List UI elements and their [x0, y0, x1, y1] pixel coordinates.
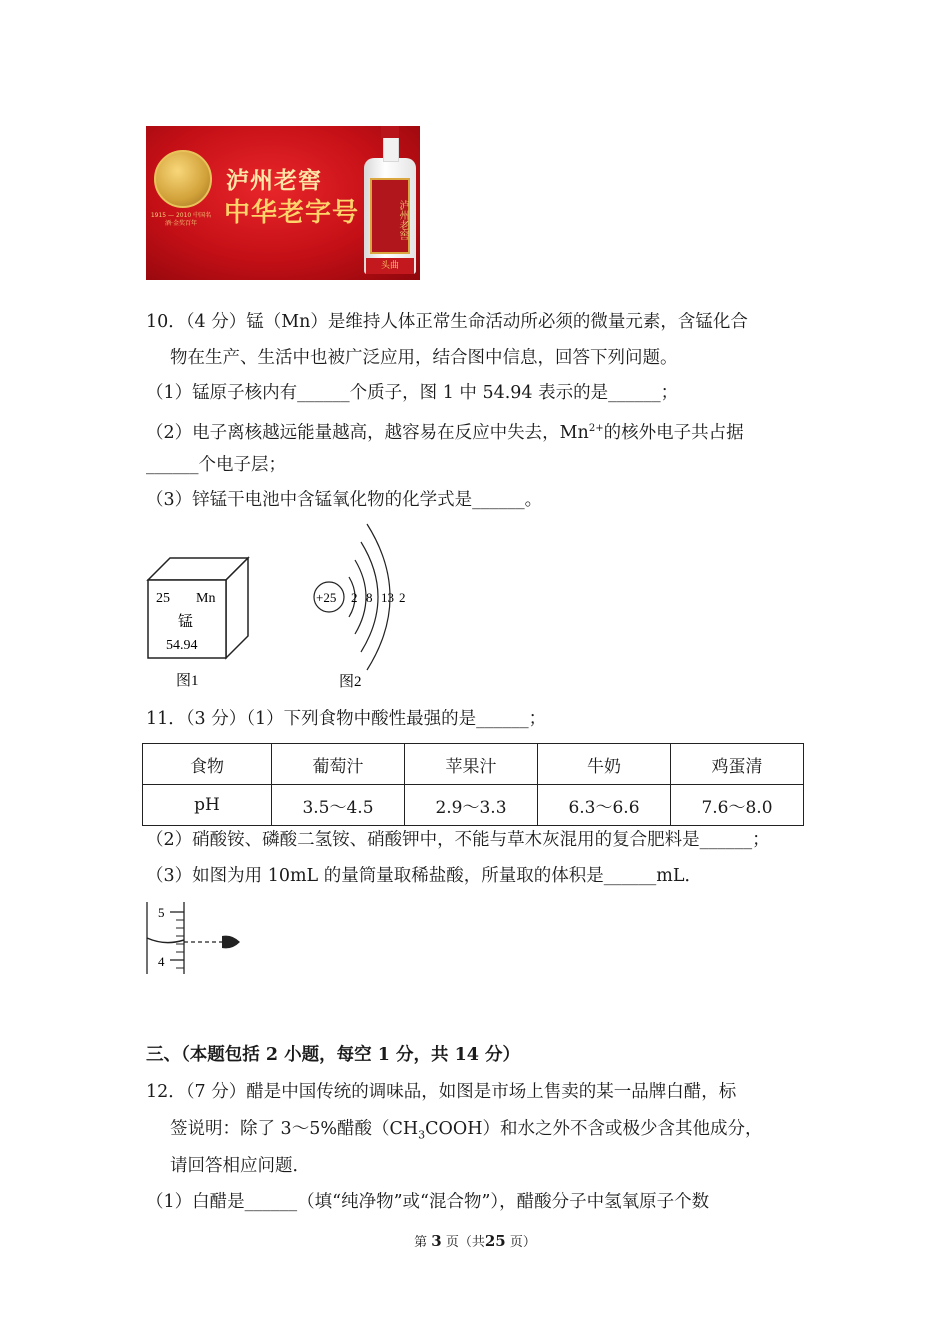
element-symbol: Mn [196, 591, 216, 606]
bottle-cap [381, 126, 399, 138]
footer-middle: 页（共 [445, 1235, 485, 1250]
medal-caption: 1915 — 2010 中国名酒·金奖百年 [150, 212, 212, 227]
q12-line2 [170, 1117, 762, 1148]
page-number: 3 [431, 1232, 442, 1250]
footer-prefix: 第 [414, 1235, 428, 1250]
luzhou-laojiao-ad-image [146, 126, 420, 280]
table-cell: pH [143, 785, 272, 826]
q11-line3: （3）如图为用 10mL 的量筒量取稀盐酸，所量取的体积是______mL． [146, 866, 702, 886]
figure1-caption: 图1 [176, 673, 199, 689]
q11-line1: 11．（3 分）（1）下列食物中酸性最强的是______； [146, 709, 547, 729]
page-footer [0, 1232, 950, 1252]
bottle-label: 泸州老窖 [370, 178, 410, 254]
ad-title-line2: 中华老字号 [224, 198, 360, 228]
ch3-subscript: 3 [418, 1128, 426, 1142]
gold-medal-emblem [154, 150, 212, 208]
bottle-base-label: 头曲 [366, 258, 414, 274]
table-header-cell: 鸡蛋清 [671, 744, 804, 785]
shell-electrons-1: 2 [351, 590, 358, 605]
q10-line6: （3）锌锰干电池中含锰氧化物的化学式是______。 [146, 490, 543, 510]
liquid-meniscus [147, 938, 184, 943]
q12-line3: 请回答相应问题． [170, 1156, 310, 1176]
scale-label-5: 5 [158, 905, 165, 920]
q10-line4 [146, 417, 744, 445]
q10-line2: 物在生产、生活中也被广泛应用，结合图中信息，回答下列问题。 [170, 348, 678, 368]
element-name: 锰 [178, 614, 194, 630]
mn-charge-superscript: 2+ [588, 423, 604, 434]
shell-electrons-2: 8 [366, 590, 373, 605]
atomic-number: 25 [156, 591, 170, 606]
q10-line4-post: 的核外电子共占据 [603, 422, 744, 443]
shell-electrons-3: 13 [381, 590, 394, 605]
q12-line2-post: COOH）和水之外不含或极少含其他成分， [425, 1119, 763, 1139]
section3-heading: 三、（本题包括 2 小题，每空 1 分，共 14 分） [146, 1045, 521, 1065]
atomic-structure-figure [305, 520, 425, 695]
q12-line4: （1）白醋是______（填“纯净物”或“混合物”），醋酸分子中氢氧原子个数 [146, 1192, 710, 1212]
atomic-mass: 54.94 [166, 638, 198, 653]
q12-line2-pre: 签说明：除了 3～5%醋酸（CH [170, 1119, 419, 1139]
figure2-caption: 图2 [339, 674, 362, 690]
shell-electrons-4: 2 [399, 590, 406, 605]
graduated-cylinder-figure [140, 900, 250, 978]
ph-table [142, 743, 804, 826]
element-cube-figure [140, 552, 260, 694]
table-cell: 2.9～3.3 [405, 785, 538, 826]
table-cell: 7.6～8.0 [671, 785, 804, 826]
q10-line4-pre: （2）电子离核越远能量越高，越容易在反应中失去，Mn [146, 422, 589, 443]
table-cell: 6.3～6.6 [538, 785, 671, 826]
table-row [143, 744, 804, 785]
nucleus-charge: +25 [316, 590, 337, 605]
table-header-cell: 苹果汁 [405, 744, 538, 785]
table-header-cell: 食物 [143, 744, 272, 785]
ad-title-line1: 泸州老窖 [226, 168, 322, 194]
total-pages: 25 [484, 1232, 506, 1250]
q11-line2: （2）硝酸铵、磷酸二氢铵、硝酸钾中，不能与草木灰混用的复合肥料是______； [146, 830, 770, 850]
footer-suffix: 页） [509, 1235, 536, 1250]
eye-icon [222, 936, 240, 949]
table-row [143, 785, 804, 826]
q10-line5: ______个电子层； [146, 455, 286, 475]
table-cell: 3.5～4.5 [272, 785, 405, 826]
table-header-cell: 葡萄汁 [272, 744, 405, 785]
q10-line1: 10．（4 分）锰（Mn）是维持人体正常生命活动所必须的微量元素，含锰化合 [146, 312, 748, 332]
scale-label-4: 4 [158, 954, 165, 969]
table-header-cell: 牛奶 [538, 744, 671, 785]
q12-line1: 12．（7 分）醋是中国传统的调味品，如图是市场上售卖的某一品牌白醋，标 [146, 1082, 737, 1102]
q10-line3: （1）锰原子核内有______个质子，图 1 中 54.94 表示的是______； [146, 383, 679, 403]
